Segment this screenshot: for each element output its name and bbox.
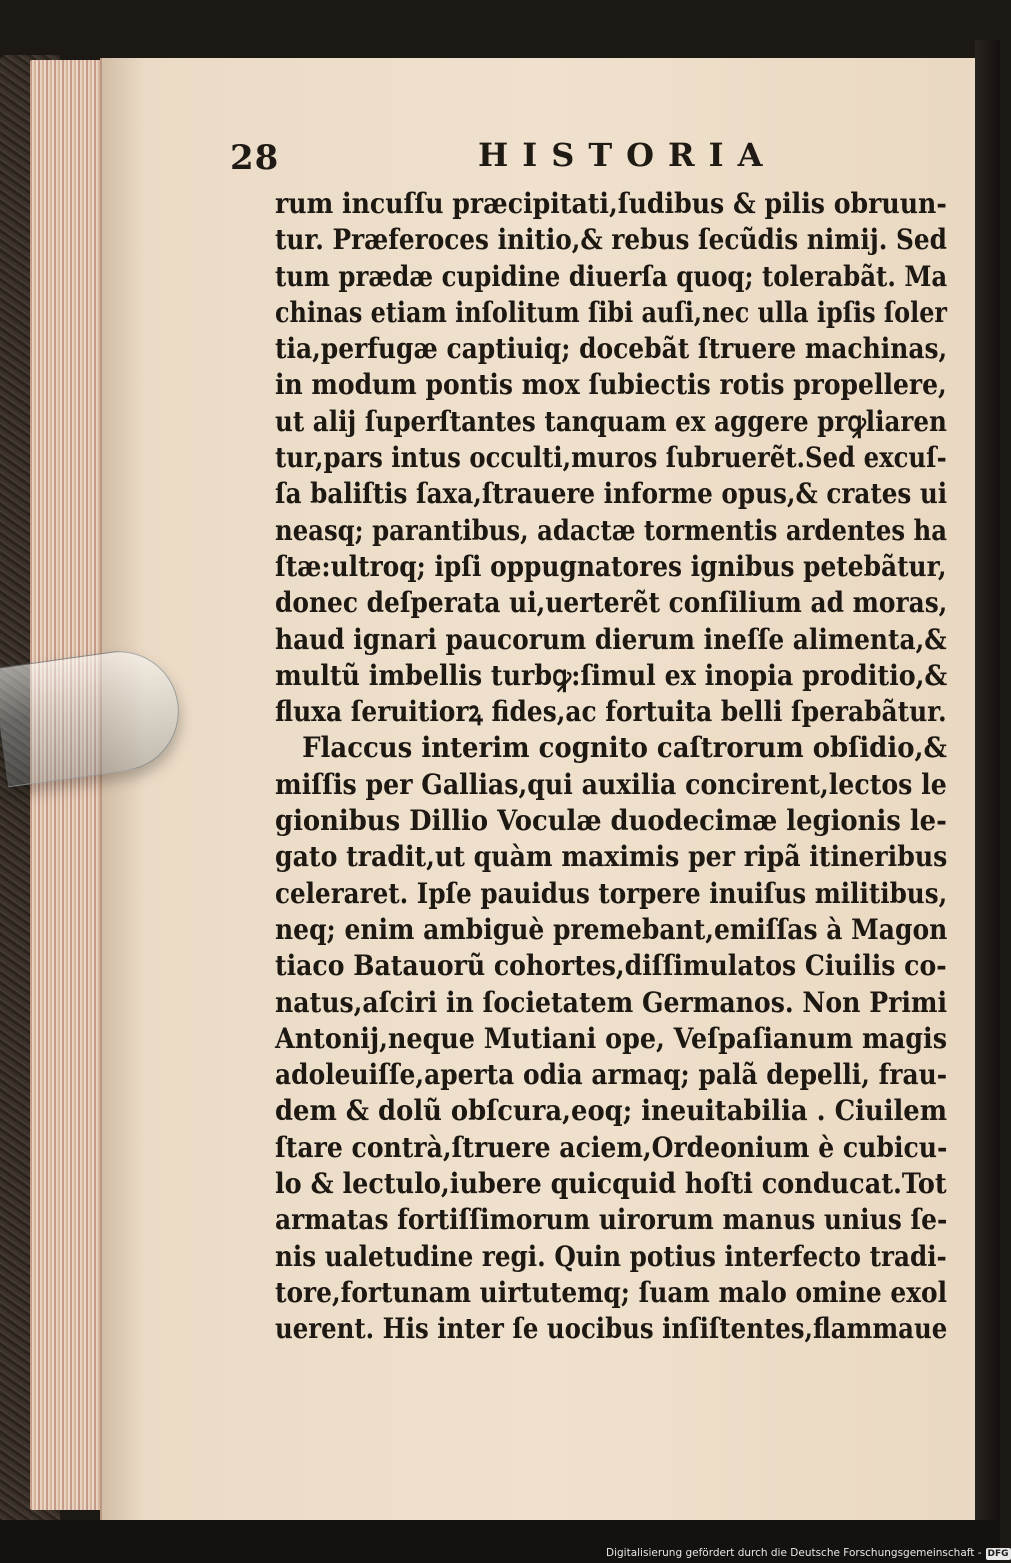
text-line: in modum pontis mox ſubiectis rotis propellere,	[275, 368, 947, 402]
text-line: tia,perfugæ captiuiq; docebãt ſtruere machinas,	[275, 332, 948, 366]
text-line: neasq; parantibus, adactæ tormentis ardentes ha	[275, 513, 948, 547]
text-line: multũ imbellis turbꝙ:ſimul ex inopia proditio,&	[275, 658, 948, 692]
text-line: uerent. His inter ſe uocibus inſiſtentes,flammaue	[275, 1312, 948, 1346]
digitization-credit	[606, 1546, 1009, 1561]
text-line: gato tradit,ut quàm maximis per ripã itineribus	[275, 840, 948, 874]
text-line: tur,pars intus occulti,muros ſubruerẽt.Sed excuſ-	[275, 441, 947, 475]
credit-text: Digitalisierung gefördert durch die Deutsche Forschungsgemeinschaft -	[606, 1547, 982, 1559]
dfg-logo: DFG	[987, 1549, 1009, 1559]
text-line: armatas fortiſſimorum uirorum manus unius ſe-	[275, 1203, 948, 1237]
text-line: celeraret. Ipſe pauidus torpere inuiſus militibus,	[275, 876, 948, 910]
text-line: haud ignari paucorum dierum ineſſe alimenta,&	[275, 622, 947, 656]
book-binding	[975, 40, 1000, 1530]
text-line: tum prædæ cupidine diuerſa quoq; tolerabãt. Ma	[275, 259, 948, 293]
text-line: gionibus Dillio Voculæ duodecimæ legionis le-	[275, 804, 947, 838]
text-line: ſtare contrà,ſtruere aciem,Ordeonium è cubicu-	[275, 1130, 948, 1164]
text-line: chinas etiam inſolitum ſibi auſi,nec ulla ipſis ſoler	[275, 295, 948, 329]
text-line: miſſis per Gallias,qui auxilia concirent,lectos le	[275, 767, 947, 801]
text-line: adoleuiſſe,aperta odia armaq; palã depelli, frau-	[275, 1058, 948, 1092]
text-line: tiaco Batauorũ cohortes,diſſimulatos Ciuilis co-	[275, 949, 947, 983]
page-edges	[30, 60, 110, 1510]
text-line: natus,aſciri in ſocietatem Germanos. Non Primi	[275, 985, 948, 1019]
text-line: lo & lectulo,iubere quicquid hoſti conducat.Tot	[275, 1167, 947, 1201]
text-line: ut alij ſuperſtantes tanquam ex aggere prꝙliaren	[275, 404, 947, 438]
text-line: tore,fortunam uirtutemq; ſuam malo omine exol	[275, 1275, 948, 1309]
text-line: donec deſperata ui,uerterẽt conſilium ad moras,	[275, 586, 948, 620]
text-line: nis ualetudine regi. Quin potius interfecto tradi-	[275, 1239, 947, 1273]
text-line: neq; enim ambiguè premebant,emiſſas à Magon	[275, 912, 948, 946]
text-line: tur. Præferoces initio,& rebus ſecũdis nimij. Sed	[275, 223, 947, 257]
text-line: Antonij,neque Mutiani ope, Veſpaſianum magis	[275, 1021, 948, 1055]
text-line: ſa baliſtis ſaxa,ſtrauere informe opus,& crates ui	[275, 477, 948, 511]
running-head: HISTORIA	[478, 136, 777, 174]
text-line: fluxa ſeruitiorꝝ fides,ac fortuita belli ſperabãtur.	[275, 695, 947, 729]
text-line: dem & dolũ obſcura,eoq; ineuitabilia . Ciuilem	[275, 1094, 948, 1128]
text-line: Flaccus interim cognito caſtrorum obſidio,&	[275, 731, 947, 765]
body-text	[275, 186, 947, 1348]
text-line: ſtæ:ultroq; ipſi oppugnatores ignibus petebãtur,	[275, 549, 947, 583]
page-number: 28	[230, 138, 280, 178]
text-line: rum incuſſu præcipitati,ſudibus & pilis obruun-	[275, 187, 947, 220]
